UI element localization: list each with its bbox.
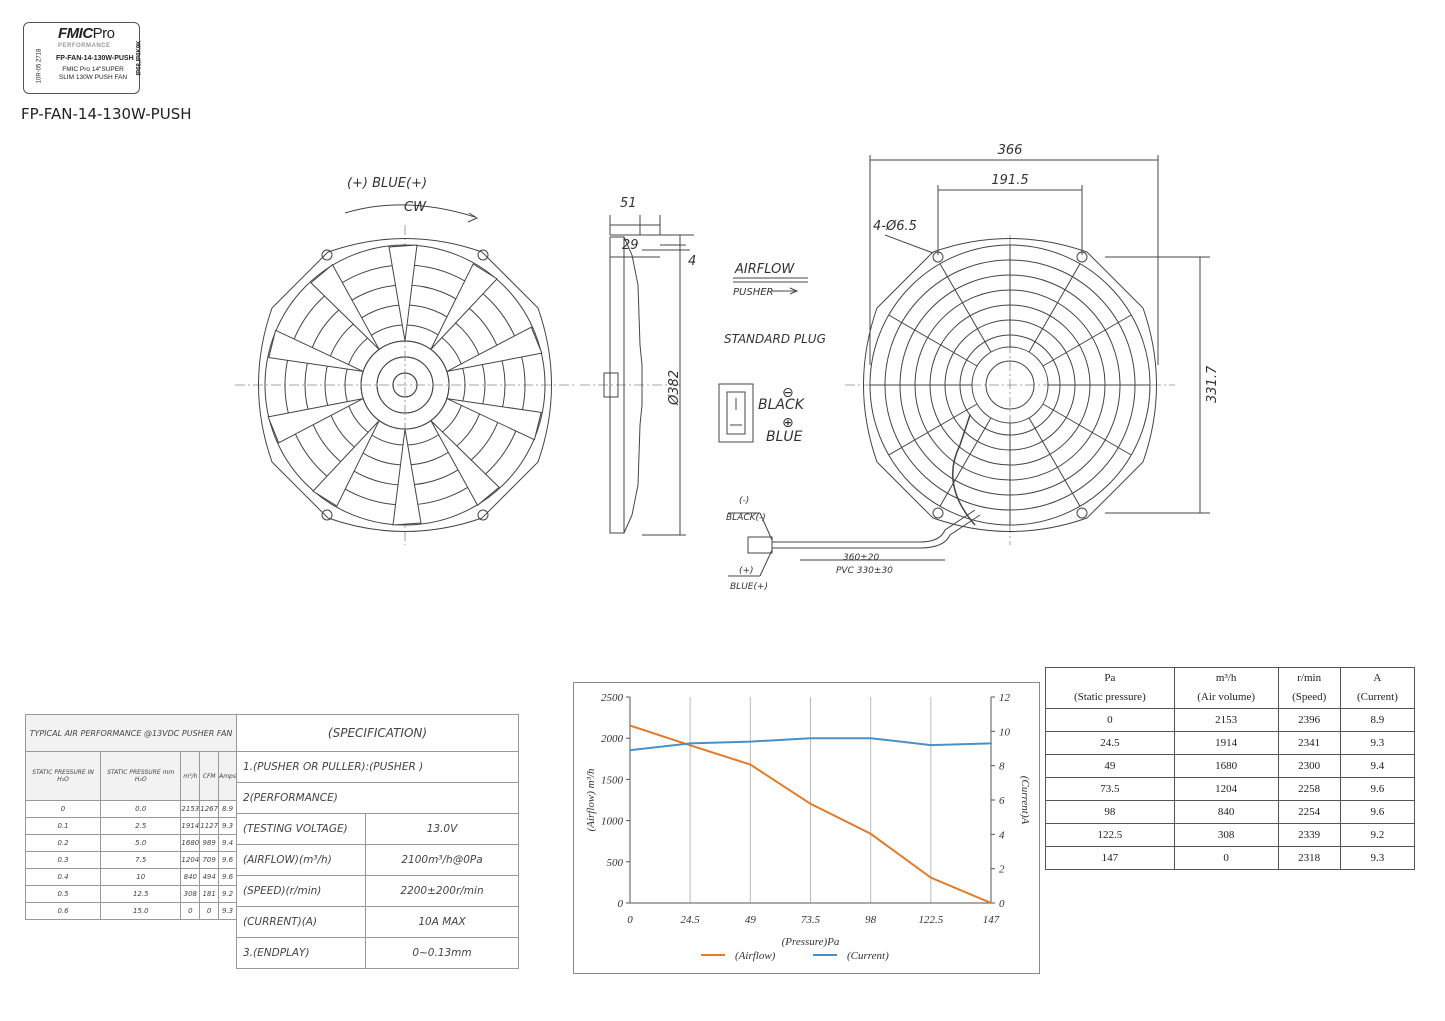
dim-382: Ø382 (667, 369, 682, 405)
y2-tick-label: 4 (999, 829, 1005, 842)
label-cert: 10R-05 2718 (36, 48, 43, 84)
performance-chart (573, 682, 1040, 974)
x-tick-label: 49 (744, 914, 756, 926)
wire-length: 360±20 (843, 553, 880, 563)
x-tick-label: 24.5 (680, 914, 700, 926)
wire-plus: (+) (739, 566, 754, 576)
data-col-header: m³/h (Air volume) (1174, 668, 1278, 709)
table-row: 49 1680 2300 9.4 (1046, 755, 1415, 778)
fan-front-view (235, 176, 575, 545)
perf-col-header: Amps (219, 752, 237, 801)
spec-row: 3.(ENDPLAY) 0~0.13mm (237, 938, 519, 969)
airflow-label: AIRFLOW (735, 262, 795, 277)
data-point (689, 742, 691, 744)
plug-black-label: BLACK (758, 397, 804, 413)
legend-label: (Airflow) (735, 950, 776, 962)
y-tick-label: 0 (617, 898, 623, 910)
y-tick-label: 500 (606, 856, 623, 869)
x-tick-label: 73.5 (800, 914, 821, 926)
data-point (930, 877, 932, 879)
perf-col-header: CFM (200, 752, 219, 801)
fan-rear-view (845, 143, 1220, 545)
spec-row: 1.(PUSHER OR PULLER):(PUSHER ) (237, 752, 519, 783)
y-tick-label: 1000 (601, 815, 623, 828)
data-point (629, 725, 631, 727)
spec-row: 2(PERFORMANCE) (237, 783, 519, 814)
plug-icon (719, 384, 753, 442)
wire-minus: (-) (739, 496, 750, 506)
y-tick-label: 1500 (601, 774, 623, 787)
plug-plus: ⊕ (782, 415, 794, 431)
table-row: 147 0 2318 9.3 (1046, 847, 1415, 870)
table-row: 0 2153 2396 8.9 (1046, 709, 1415, 732)
brand-logo: FMICPro (58, 25, 115, 42)
legend-label: (Current) (847, 950, 889, 962)
standard-plug-label: STANDARD PLUG (724, 332, 826, 346)
dim-4: 4 (688, 254, 697, 269)
data-table (1045, 667, 1415, 870)
fan-technical-drawing (0, 140, 1445, 610)
table-row: 0 0.0 2153 1267 8.9 (26, 801, 237, 818)
performance-table (25, 714, 237, 920)
label-model: FP-FAN-14-130W-PUSH (56, 55, 134, 62)
spec-title: (SPECIFICATION) (237, 715, 519, 752)
dim-366: 366 (997, 143, 1023, 158)
fan-side-view (580, 196, 696, 535)
spec-row: (CURRENT)(A) 10A MAX (237, 907, 519, 938)
airflow-and-plug (719, 262, 826, 445)
data-col-header: r/min (Speed) (1278, 668, 1340, 709)
table-row: 0.4 10 840 494 9.6 (26, 869, 237, 886)
data-point (749, 741, 751, 743)
data-point (930, 744, 932, 746)
dim-331-7: 331.7 (1205, 365, 1220, 403)
x-tick-label: 122.5 (918, 914, 944, 926)
y2-tick-label: 10 (999, 726, 1010, 739)
data-col-header: Pa (Static pressure) (1046, 668, 1175, 709)
table-row: 0.5 12.5 308 181 9.2 (26, 886, 237, 903)
x-axis-label: (Pressure)Pa (781, 936, 840, 948)
data-point (689, 744, 691, 746)
table-row: 0.6 15.0 0 0 9.3 (26, 903, 237, 920)
dim-191-5: 191.5 (991, 173, 1029, 188)
y2-tick-label: 6 (999, 795, 1005, 807)
spec-row: (SPEED)(r/min) 2200±200r/min (237, 876, 519, 907)
dim-mount-holes: 4-Ø6.5 (873, 219, 917, 234)
data-point (990, 742, 992, 744)
y-axis-label: (Airflow) m³/h (585, 768, 597, 832)
table-row: 0.3 7.5 1204 709 9.6 (26, 852, 237, 869)
y2-tick-label: 2 (999, 863, 1005, 876)
table-row: 24.5 1914 2341 9.3 (1046, 732, 1415, 755)
table-row: 98 840 2254 9.6 (1046, 801, 1415, 824)
y2-axis-label: (Current)A (1019, 775, 1031, 825)
data-point (870, 737, 872, 739)
page-title: FP-FAN-14-130W-PUSH (21, 105, 192, 123)
y-tick-label: 2000 (601, 733, 623, 746)
rotation-label: (+) BLUE(+) (346, 176, 428, 191)
table-row: 0.2 5.0 1680 989 9.4 (26, 835, 237, 852)
data-point (810, 803, 812, 805)
x-tick-label: 147 (982, 914, 1000, 926)
data-point (749, 764, 751, 766)
y2-tick-label: 0 (999, 898, 1005, 910)
label-ip-rating: IP68,IP6K9K (136, 40, 143, 76)
table-row: 0.1 2.5 1914 1127 9.3 (26, 818, 237, 835)
x-tick-label: 0 (627, 914, 633, 926)
perf-col-header: STATIC PRESSURE IN H₂O (26, 752, 101, 801)
specification-table (236, 714, 519, 969)
label-description: FMIC Pro 14"SUPER SLIM 130W PUSH FAN (58, 66, 128, 81)
wire-pvc: PVC 330±30 (836, 566, 893, 576)
x-tick-label: 98 (865, 914, 877, 926)
wire-black: BLACK(-) (726, 513, 766, 523)
product-label (23, 22, 143, 94)
data-col-header: A (Current) (1340, 668, 1414, 709)
perf-col-header: STATIC PRESSURE mm H₂O (101, 752, 181, 801)
rotation-direction: CW (404, 200, 426, 215)
chart-svg (574, 683, 1039, 973)
data-point (629, 749, 631, 751)
y2-tick-label: 8 (999, 760, 1005, 773)
table-row: 73.5 1204 2258 9.6 (1046, 778, 1415, 801)
plug-blue-label: BLUE (766, 429, 803, 445)
y2-tick-label: 12 (999, 692, 1010, 704)
table-row: 122.5 308 2339 9.2 (1046, 824, 1415, 847)
perf-col-header: m³/h (181, 752, 200, 801)
spec-row: (AIRFLOW)(m³/h) 2100m³/h@0Pa (237, 845, 519, 876)
pusher-label: PUSHER (733, 287, 774, 298)
wire-blue: BLUE(+) (730, 582, 769, 592)
perf-table-title: TYPICAL AIR PERFORMANCE @13VDC PUSHER FAN (26, 715, 237, 752)
dim-29: 29 (622, 238, 639, 253)
brand-logo-subtitle: PERFORMANCE (58, 43, 111, 49)
data-point (810, 737, 812, 739)
data-point (990, 902, 992, 904)
data-point (870, 833, 872, 835)
plug-minus: ⊖ (782, 385, 794, 401)
dim-51: 51 (620, 196, 637, 211)
spec-row: (TESTING VOLTAGE) 13.0V (237, 814, 519, 845)
y-tick-label: 2500 (601, 692, 623, 704)
